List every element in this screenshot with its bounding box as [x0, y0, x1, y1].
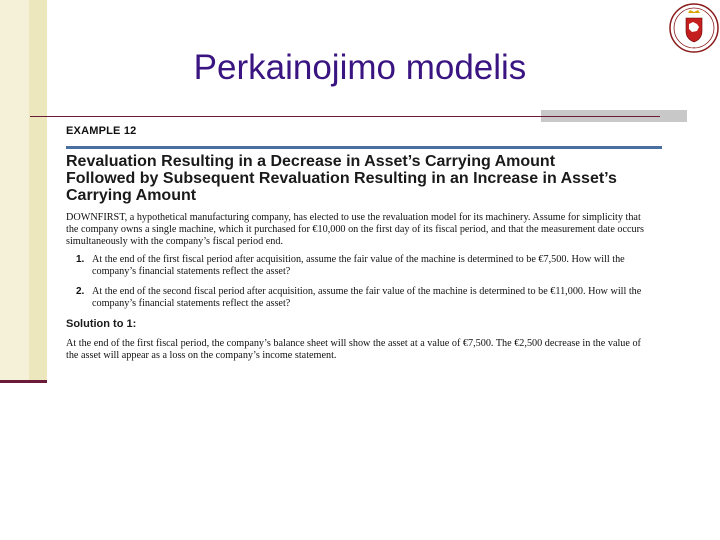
- example-heading: [66, 153, 662, 204]
- slide-title: Perkainojimo modelis: [193, 48, 527, 87]
- university-seal-icon: [668, 2, 720, 54]
- example-intro: [66, 212, 662, 248]
- example-heading-line: Carrying Amount: [66, 187, 197, 204]
- example-label: EXAMPLE 12: [66, 125, 137, 137]
- question-line: company’s financial statements reflect the asset?: [92, 266, 291, 277]
- solution-line: the asset will appear as a loss on the company’s income statement.: [66, 350, 337, 361]
- example-intro-line: simultaneously with the company’s fiscal period end.: [66, 236, 284, 247]
- question-line: company’s financial statements reflect the asset?: [92, 298, 291, 309]
- example-divider: [66, 146, 662, 149]
- example-heading-line: Revaluation Resulting in a Decrease in Asset’s Carrying Amount: [66, 153, 556, 170]
- solution-text: [66, 338, 662, 362]
- question-item: [66, 286, 662, 310]
- question-number: 2.: [76, 286, 85, 297]
- question-item: [66, 254, 662, 278]
- question-line: At the end of the first fiscal period after acquisition, assume the fair value of the machine is determined to be €7,500. How will the: [92, 254, 625, 265]
- left-bar-base-line: [0, 380, 47, 383]
- solution-heading: Solution to 1:: [66, 318, 137, 330]
- example-intro-line: DOWNFIRST, a hypothetical manufacturing company, has elected to use the revaluation model for its machinery. Assume for simplicity that: [66, 212, 641, 223]
- title-underline-rule: [30, 116, 660, 117]
- svg-text:•: •: [692, 46, 696, 50]
- question-number: 1.: [76, 254, 85, 265]
- example-excerpt: [66, 125, 662, 385]
- question-list: [66, 254, 662, 310]
- solution-line: At the end of the first fiscal period, the company’s balance sheet will show the asset at a value of €7,500. The €2,500 decrease in the value of: [66, 338, 641, 349]
- example-intro-line: the company owns a single machine, which it purchased for €10,000 on the first day of its fiscal period, and that the measurement date occurs: [66, 224, 644, 235]
- example-heading-line: Followed by Subsequent Revaluation Resulting in an Increase in Asset’s: [66, 170, 617, 187]
- question-line: At the end of the second fiscal period after acquisition, assume the fair value of the machine is determined to be €11,000. How will the: [92, 286, 642, 297]
